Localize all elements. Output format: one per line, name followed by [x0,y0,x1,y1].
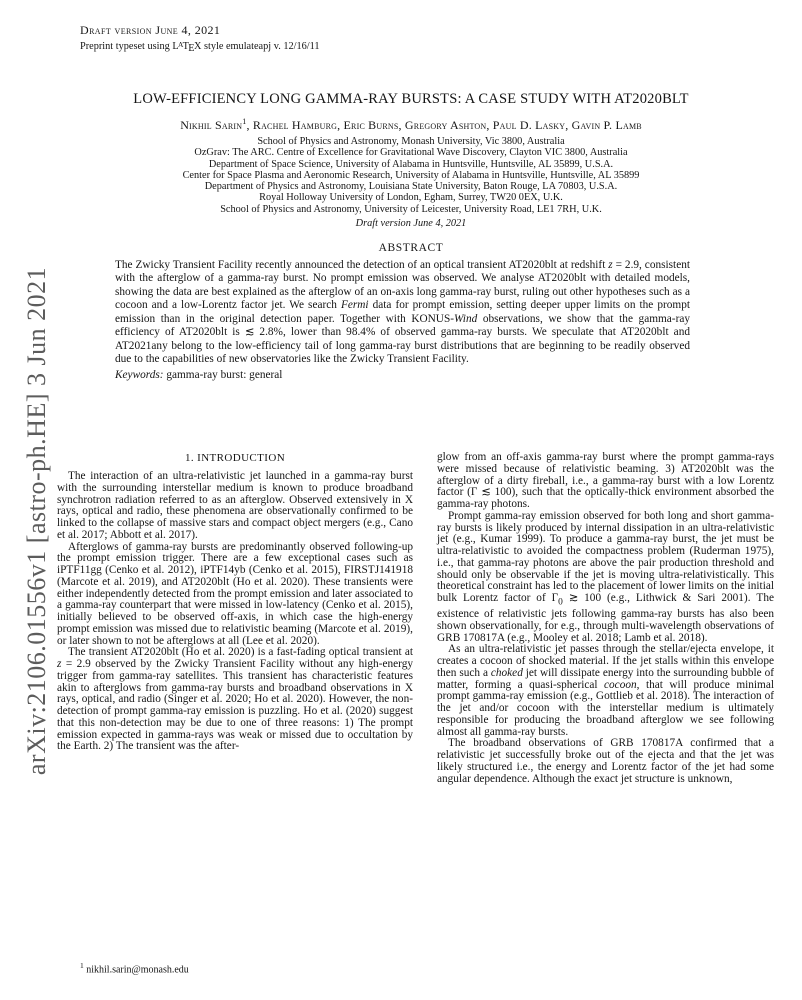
keywords-line: Keywords: gamma-ray burst: general [115,368,283,381]
author-list: Nikhil Sarin$^1$, Rachel Hamburg, Eric Burns, Gregory Ashton, Paul D. Lasky, Gavin P. Lamb [180,117,642,132]
affiliation: Royal Holloway University of London, Egham, Surrey, TW20 0EX, U.K. [259,192,563,204]
paper-title: LOW-EFFICIENCY LONG GAMMA-RAY BURSTS: A CASE STUDY WITH AT2020BLT [133,91,689,107]
paragraph: Afterglows of gamma-ray bursts are predominantly observed following-up the prompt emission trigger. There are a few exceptional cases such as iPTF11gg (Cenko et al. 2012), iPTF14yb (Cenko et al. 2015), FIRSTJ141918 (Marcote et al. 2019), and AT2020blt (Ho et al. 2020). These transients were either independently detected from the prompt emission and later associated to a gamma-ray counterpart that were missed in low-latency (Cenko et al. 2015), initially believed to be observed off-axis, in which case the high-energy prompt emission was missed due to relativistic beaming (Marcote et al. 2019), or later shown to not be afterglows at all (Lee et al. 2020). [57,540,413,647]
paragraph: As an ultra-relativistic jet passes through the stellar/ejecta envelope, it creates a cocoon of shocked material. If the jet stalls within this envelope then such a choked jet will dissipate energy into the surrounding bubble of matter, forming a quasi-spherical cocoon, that will produce minimal prompt gamma-ray emission (e.g., Gottlieb et al. 2018). The interaction of the jet and/or cocoon with the interstellar medium is ultimately responsible for producing the broadband afterglow we see following almost all gamma-ray bursts. [437,643,774,738]
paragraph: The transient AT2020blt (Ho et al. 2020) is a fast-fading optical transient at z = 2.9 observed by the Zwicky Transient Facility without any high-energy trigger from gamma-ray satellites. This transient has characteristic features akin to afterglows from gamma-ray bursts and broadband observations in X rays, optical, and radio (Singer et al. 2020; Ho et al. 2020). However, the non-detection of prompt gamma-ray emission is puzzling. Ho et al. (2020) suggest that this non-detection may be due to one of three reasons: 1) The prompt emission expected in gamma-rays was weak or missed due to occultation by the Earth. 2) The transient was the after- [57,646,413,753]
paragraph: The broadband observations of GRB 170817A confirmed that a relativistic jet successfully broke out of the ejecta and that the jet was likely structured i.e., the energy and Lorentz factor of the jet had some angular dependence. Although the exact jet structure is unknown, [437,737,774,785]
abstract-heading: ABSTRACT [378,242,444,254]
draft-version-line: Draft version June 4, 2021 [80,23,221,37]
paragraph: The interaction of an ultra-relativistic jet launched in a gamma-ray burst with the surrounding interstellar medium is known to produce broadband synchrotron radiation referred to as an afterglow. Observed extensively in X rays, optical and radio, these phenomena are observationally confirmed to be linked to the collapse of massive stars and compact object mergers (e.g., Cano et al. 2017; Abbott et al. 2017). [57,470,413,541]
affiliation: Department of Physics and Astronomy, Louisiana State University, Baton Rouge, LA 70803, U.S.A. [204,181,618,193]
abstract-text: The Zwicky Transient Facility recently announced the detection of an optical transient AT2020blt at redshift z = 2.9, consistent with the afterglow of a gamma-ray burst. No prompt emission was observed. We analyse AT2020blt with detailed models, showing the data are best explained as the afterglow of an on-axis long gamma-ray burst, ruling out other hypotheses such as a cocoon and a low-Lorentz factor jet. We search Fermi data for prompt emission, setting deeper upper limits on the prompt emission than in the original detection paper. Together with KONUS-Wind observations, we show that the gamma-ray efficiency of AT2020blt is ≲ 2.8%, lower than 98.4% of observed gamma-ray bursts. We speculate that AT2020blt and AT2021any belong to the low-efficiency tail of long gamma-ray burst distributions that are beginning to be readily observed due to the capabilities of new observatories like the Zwicky Transient Facility. [115,259,690,366]
right-column [437,452,774,785]
section-1-heading: 1. INTRODUCTION [184,452,286,464]
arxiv-watermark: arXiv:2106.01556v1 [astro-ph.HE] 3 Jun 2021 [22,266,51,776]
author-email-footnote: $^1$ nikhil.sarin@monash.edu [80,961,189,976]
draft-header [80,23,320,56]
abstract-block [115,259,690,382]
affiliation: Center for Space Plasma and Aeronomic Research, University of Alabama in Huntsville, Huntsville, AL 35899 [182,169,640,181]
paragraph: Prompt gamma-ray emission observed for both long and short gamma-ray bursts is likely produced by internal dissipation in an ultra-relativistic jet (e.g., Kumar 1999). To produce a gamma-ray burst, the jet must be ultra-relativistic to avoided the compactness problem (Ruderman 1975), i.e., that gamma-ray photons are above the pair production threshold and should only be observable if the jet is moving ultra-relativistically. This theoretical constraint has led to the placement of lower limits on the initial bulk Lorentz factor of $\Gamma_0$ ≳ 100 (e.g., Lithwick & Sari 2001). The existence of relativistic jets following gamma-ray bursts has also been shown observationally, for e.g., through multi-wavelength observations of GRB 170817A (e.g., Mooley et al. 2018; Lamb et al. 2018). [437,509,774,644]
affiliation: OzGrav: The ARC. Centre of Excellence for Gravitational Wave Discovery, Clayton VIC 3800, Australia [194,147,628,159]
paragraph: glow from an off-axis gamma-ray burst where the prompt gamma-rays were missed because of relativistic beaming. 3) AT2020blt was the afterglow of a dirty fireball, i.e., a gamma-ray burst with a low Lorentz factor (Γ ≲ 100), such that the optically-thick environment absorbed the gamma-ray photons. [437,451,774,510]
affiliation: School of Physics and Astronomy, University of Leicester, University Road, LE1 7RH, U.K. [220,203,602,215]
title-block [57,91,765,229]
affiliation: Department of Space Science, University of Alabama in Huntsville, Huntsville, AL 35899, U.S.A. [208,158,614,170]
preprint-typeset-line: Preprint typeset using $L^ATEX$ style emulateapj v. 12/16/11 [80,40,320,55]
affiliation-list [57,136,765,215]
left-column [57,452,413,753]
draft-date-line: Draft version June 4, 2021 [355,218,467,230]
affiliation: School of Physics and Astronomy, Monash University, Vic 3800, Australia [257,136,565,147]
